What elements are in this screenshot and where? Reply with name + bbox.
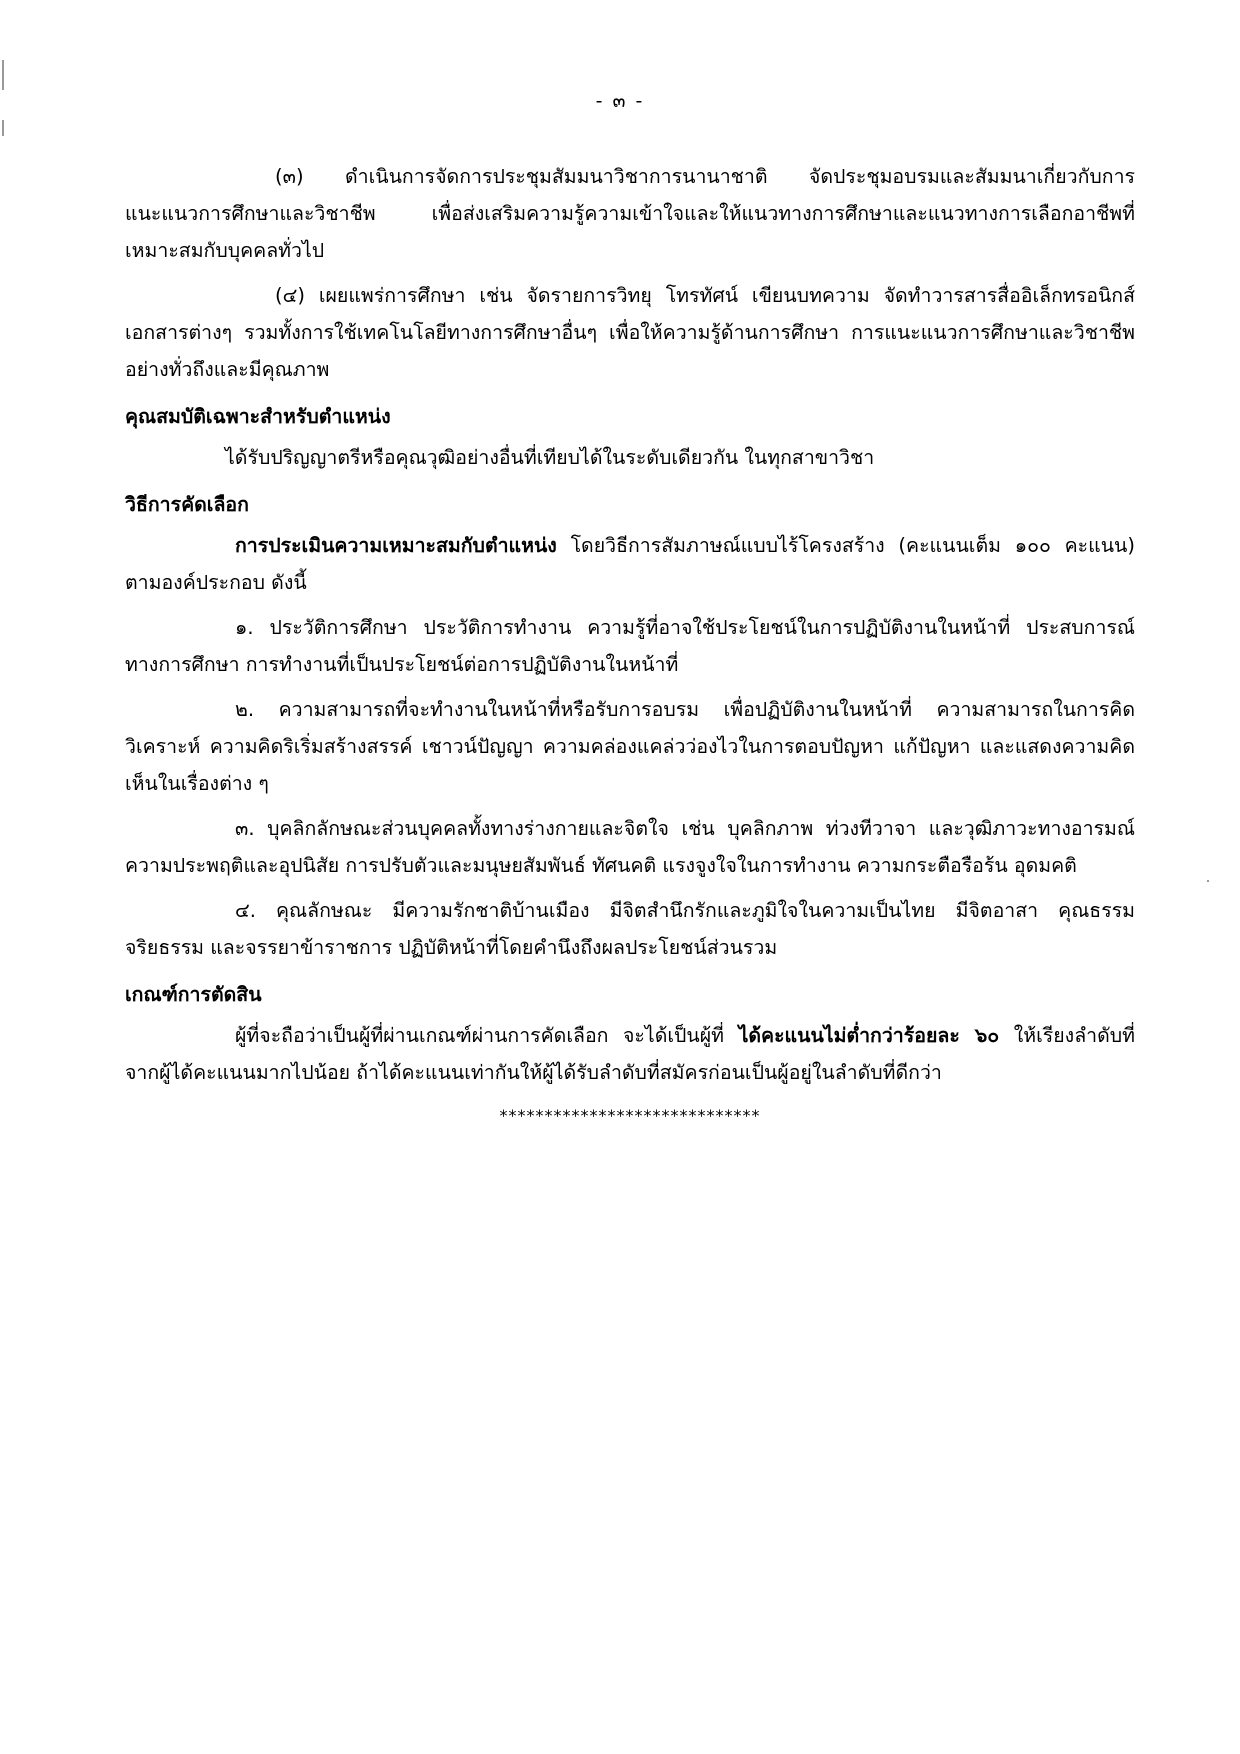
document-body xyxy=(125,158,1135,1134)
heading-selection-method: วิธีการคัดเลือก xyxy=(125,493,249,516)
heading-qualifications: คุณสมบัติเฉพาะสำหรับตำแหน่ง xyxy=(125,405,391,428)
heading-decision-criteria: เกณฑ์การตัดสิน xyxy=(125,983,262,1006)
qualifications-text: ได้รับปริญญาตรีหรือคุณวุฒิอย่างอื่นที่เทียบได้ในระดับเดียวกัน ในทุกสาขาวิชา xyxy=(225,446,875,469)
selection-method-rest: โดยวิธีการสัมภาษณ์แบบไร้โครงสร้าง (คะแนนเต็ม ๑๐๐ คะแนน) ตามองค์ประกอบ ดังนี้ xyxy=(125,534,1135,594)
selection-method-text xyxy=(125,527,1135,601)
scan-dot xyxy=(1207,880,1209,882)
criterion-item-2: ๒. ความสามารถที่จะทำงานในหน้าที่หรือรับการอบรม เพื่อปฏิบัติงานในหน้าที่ ความสามารถในการคิดวิเคราะห์ ความคิดริเริ่มสร้างสรรค์ เชาวน์ปัญญา ความคล่องแคล่วว่องไวในการตอบปัญหา แก้ปัญหา และแสดงความคิดเห็นในเรื่องต่าง ๆ xyxy=(125,698,1135,795)
paragraph-item-4: (๔) เผยแพร่การศึกษา เช่น จัดรายการวิทยุ โทรทัศน์ เขียนบทความ จัดทำวารสารสื่ออิเล็กทรอนิกส์ เอกสารต่างๆ รวมทั้งการใช้เทคโนโลยีทางการศึกษาอื่นๆ เพื่อให้ความรู้ด้านการศึกษา การแนะแนวการศึกษาและวิชาชีพอย่างทั่วถึงและมีคุณภาพ xyxy=(125,284,1135,381)
decision-text-1: ผู้ที่จะถือว่าเป็นผู้ที่ผ่านเกณฑ์ผ่านการคัดเลือก จะได้เป็นผู้ที่ xyxy=(235,1024,739,1047)
scan-edge-mark xyxy=(2,120,4,136)
criterion-item-4: ๔. คุณลักษณะ มีความรักชาติบ้านเมือง มีจิตสำนึกรักและภูมิใจในความเป็นไทย มีจิตอาสา คุณธรรม จริยธรรม และจรรยาข้าราชการ ปฏิบัติหน้าที่โดยคำนึงถึงผลประโยชน์ส่วนรวม xyxy=(125,899,1135,959)
paragraph-item-3: (๓) ดำเนินการจัดการประชุมสัมมนาวิชาการนานาชาติ จัดประชุมอบรมและสัมมนาเกี่ยวกับการแนะแนวการศึกษาและวิชาชีพ เพื่อส่งเสริมความรู้ความเข้าใจและให้แนวทางการศึกษาและแนวทางการเลือกอาชีพที่เหมาะสมกับบุคคลทั่วไป xyxy=(125,165,1135,262)
decision-bold: ได้คะแนนไม่ต่ำกว่าร้อยละ ๖๐ xyxy=(738,1024,1000,1047)
decision-text-2: ให้เรียงลำดับที่จากผู้ได้คะแนนมากไปน้อย ถ้าได้คะแนนเท่ากันให้ผู้ได้รับลำดับที่สมัครก่อนเป็นผู้อยู่ในลำดับที่ดีกว่า xyxy=(125,1024,1135,1084)
page-number: - ๓ - xyxy=(595,90,645,112)
end-separator: ***************************** xyxy=(499,1106,761,1125)
selection-method-bold: การประเมินความเหมาะสมกับตำแหน่ง xyxy=(235,534,557,557)
criterion-item-3: ๓. บุคลิกลักษณะส่วนบุคคลทั้งทางร่างกายและจิตใจ เช่น บุคลิกภาพ ท่วงทีวาจา และวุฒิภาวะทางอารมณ์ ความประพฤติและอุปนิสัย การปรับตัวและมนุษยสัมพันธ์ ทัศนคติ แรงจูงใจในการทำงาน ความกระตือรือร้น อุดมคติ xyxy=(125,817,1135,877)
decision-criteria-text xyxy=(125,1017,1135,1091)
criterion-item-1: ๑. ประวัติการศึกษา ประวัติการทำงาน ความรู้ที่อาจใช้ประโยชน์ในการปฏิบัติงานในหน้าที่ ประสบการณ์ทางการศึกษา การทำงานที่เป็นประโยชน์ต่อการปฏิบัติงานในหน้าที่ xyxy=(125,616,1135,676)
